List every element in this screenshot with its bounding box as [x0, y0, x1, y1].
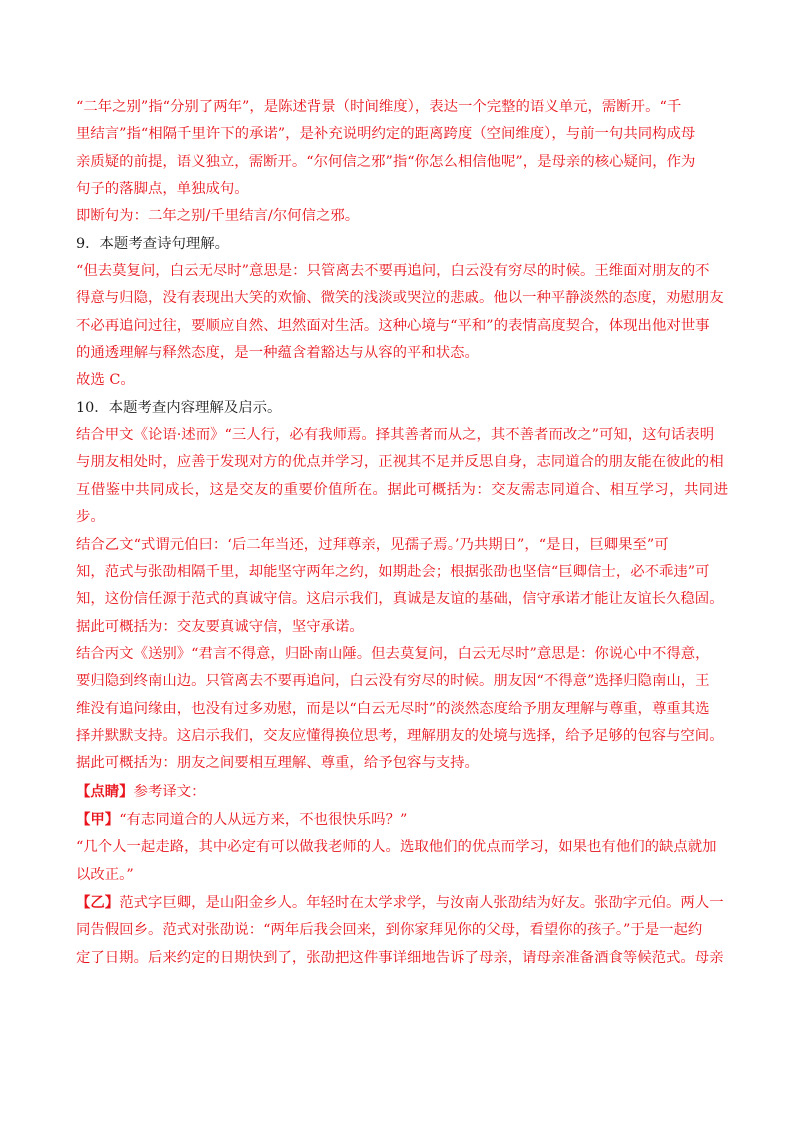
text-line: 的通透理解与释然态度，是一种蕴含着豁达与从容的平和状态。: [76, 345, 479, 362]
text-line: 同告假回乡。范式对张劭说：“两年后我会回来，到你家拜见你的父母，看望你的孩子。”于是一起约: [76, 922, 703, 939]
text-line: 互借鉴中共同成长，这是交友的重要价值所在。据此可概括为：交友需志同道合、相互学习，共同进步。: [76, 481, 728, 526]
text-line: 结合丙文《送别》“君言不得意，归卧南山陲。但去莫复问，白云无尽时”意思是：你说心中不得意，: [76, 645, 710, 662]
text-line: “二年之别”指“分别了两年”，是陈述背景（时间维度），表达一个完整的语义单元，需断开。“千: [76, 99, 682, 115]
section-marker: 【点睛】: [76, 782, 134, 800]
text-line: 亲质疑的前提，语义独立，需断开。“尔何信之邪”指“你怎么相信他呢”，是母亲的核心疑问，作为: [76, 153, 696, 170]
text-line: 据此可概括为：交友要真诚守信，坚守承诺。: [76, 618, 364, 635]
text-line: 择并默默支持。这启示我们，交友应懂得换位思考，理解朋友的处境与选择，给予足够的包容与空间。: [76, 727, 724, 744]
text-line: 结合乙文“式谓元伯曰：‘后二年当还，过拜尊亲，见孺子焉。’乃共期日”，“是日，巨卿果至”可: [76, 536, 669, 553]
text-line: 据此可概括为：朋友之间要相互理解、尊重，给予包容与支持。: [76, 755, 479, 772]
document-body: [76, 0, 728, 972]
text-line: 9．本题考查诗句理解。: [76, 235, 230, 252]
text-line: 知，这份信任源于范式的真诚守信。这启示我们，真诚是友谊的基础，信守承诺才能让友谊长久稳固。: [76, 591, 724, 608]
text-line: 即断句为：二年之别/千里结言/尔何信之邪。: [76, 208, 360, 225]
section-marker: 【甲】: [76, 810, 120, 828]
text-line: 【甲】“有志同道合的人从远方来，不也很快乐吗？”: [76, 810, 408, 828]
text-line: “但去莫复问，白云无尽时”意思是：只管离去不要再追问，白云没有穷尽的时候。王维面对朋友的不: [76, 263, 710, 280]
text-line: 以改正。”: [76, 866, 134, 883]
text-line: 故选 C。: [76, 372, 135, 389]
text-line: 【点睛】参考译文：: [76, 782, 206, 800]
section-marker: 【乙】: [76, 893, 120, 911]
text-line: 【乙】范式字巨卿，是山阳金乡人。年轻时在太学求学，与汝南人张劭结为好友。张劭字元伯。两人一: [76, 893, 724, 911]
text-line: 不必再追问过往，要顺应自然、坦然面对生活。这种心境与“平和”的表情高度契合，体现出他对世事: [76, 317, 710, 334]
text-line: 结合甲文《论语·述而》“三人行，必有我师焉。择其善者而从之，其不善者而改之”可知，这句话表明: [76, 427, 715, 444]
text-line: 维没有追问缘由，也没有过多劝慰，而是以“白云无尽时”的淡然态度给予朋友理解与尊重，尊重其选: [76, 700, 710, 717]
text-line: 定了日期。后来约定的日期快到了，张劭把这件事详细地告诉了母亲，请母亲准备酒食等候范式。母亲: [76, 949, 724, 966]
text-line: 句子的落脚点，单独成句。: [76, 181, 249, 198]
text-line: 得意与归隐，没有表现出大笑的欢愉、微笑的浅淡或哭泣的悲戚。他以一种平静淡然的态度，劝慰朋友: [76, 290, 724, 307]
text-line: 里结言”指“相隔千里许下的承诺”，是补充说明约定的距离跨度（空间维度），与前一句共同构成母: [76, 126, 696, 143]
text-line: 与朋友相处时，应善于发现对方的优点并学习，正视其不足并反思自身，志同道合的朋友能在彼此的相: [76, 454, 724, 471]
text-line: “几个人一起走路，其中必定有可以做我老师的人。选取他们的优点而学习，如果也有他们的缺点就加: [76, 839, 717, 856]
text-line: 要归隐到终南山边。只管离去不要再追问，白云没有穷尽的时候。朋友因“不得意”选择归隐南山，王: [76, 673, 710, 690]
text-line: 知，范式与张劭相隔千里，却能坚守两年之约，如期赴会；根据张劭也坚信“巨卿信士，必不乖违”可: [76, 563, 710, 580]
text-line: 10．本题考查内容理解及启示。: [76, 399, 282, 416]
